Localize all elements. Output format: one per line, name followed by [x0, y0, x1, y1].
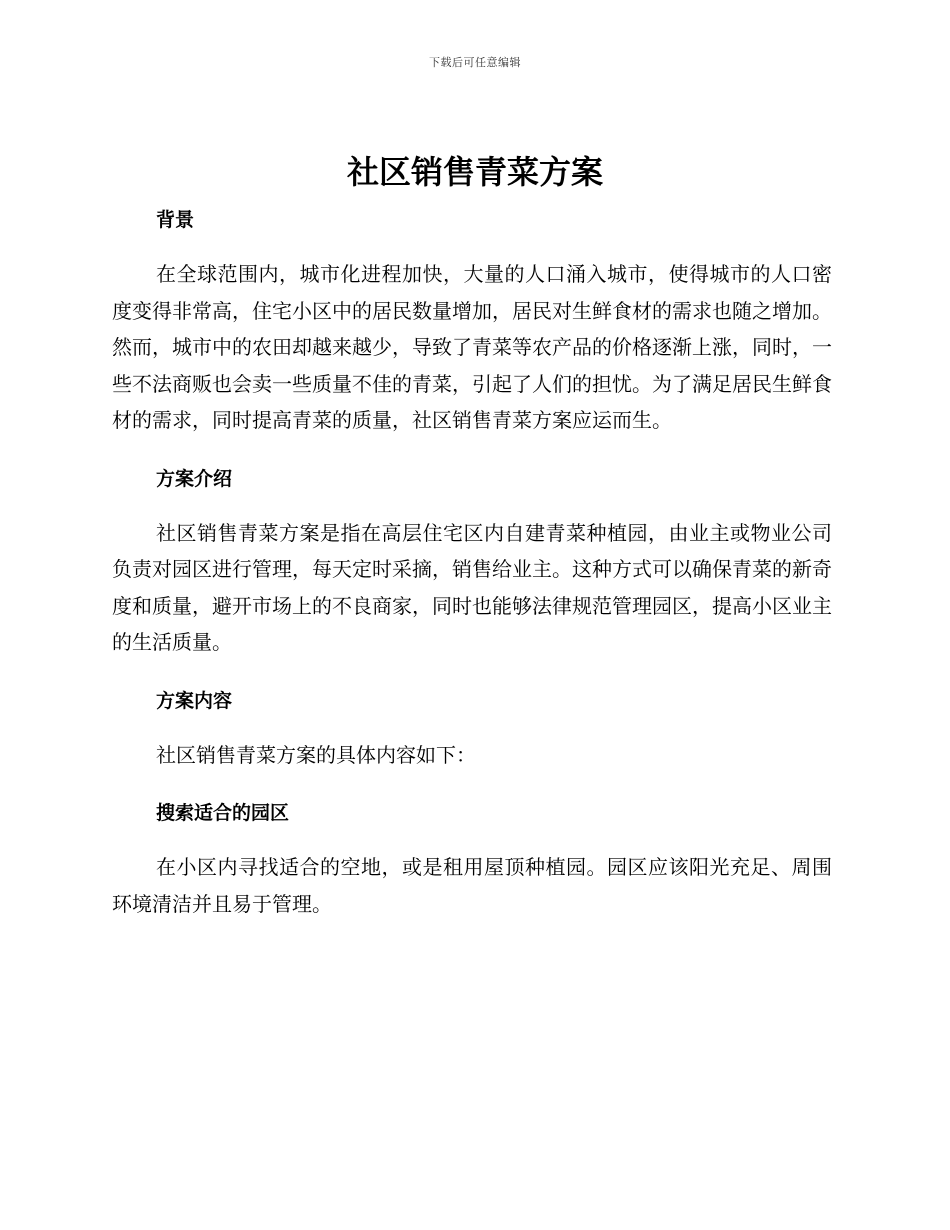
- document-title: 社区销售青菜方案: [346, 153, 603, 191]
- section-heading-content: 方案内容: [156, 689, 233, 712]
- document-body: [112, 200, 832, 922]
- section-paragraph-intro: 社区销售青菜方案是指在高层住宅区内自建青菜种植园，由业主或物业公司负责对园区进行管理，每天定时采摘，销售给业主。这种方式可以确保青菜的新奇度和质量，避开市场上的不良商家，同时也能够法律规范管理园区，提高小区业主的生活质量。: [112, 520, 832, 654]
- page-header-note: 下载后可任意编辑: [429, 56, 521, 69]
- section-paragraph-site-search: 在小区内寻找适合的空地，或是租用屋顶种植园。园区应该阳光充足、周围环境清洁并且易于管理。: [112, 855, 832, 916]
- section-paragraph-background: 在全球范围内，城市化进程加快，大量的人口涌入城市，使得城市的人口密度变得非常高，住宅小区中的居民数量增加，居民对生鲜食材的需求也随之增加。然而，城市中的农田却越来越少，导致了青菜等农产品的价格逐渐上涨，同时，一些不法商贩也会卖一些质量不佳的青菜，引起了人们的担忧。为了满足居民生鲜食材的需求，同时提高青菜的质量，社区销售青菜方案应运而生。: [112, 262, 832, 432]
- section-paragraph-content: 社区销售青菜方案的具体内容如下：: [156, 742, 476, 767]
- section-heading-intro: 方案介绍: [156, 467, 233, 490]
- section-heading-site-search: 搜索适合的园区: [156, 802, 290, 824]
- section-heading-background: 背景: [156, 209, 195, 231]
